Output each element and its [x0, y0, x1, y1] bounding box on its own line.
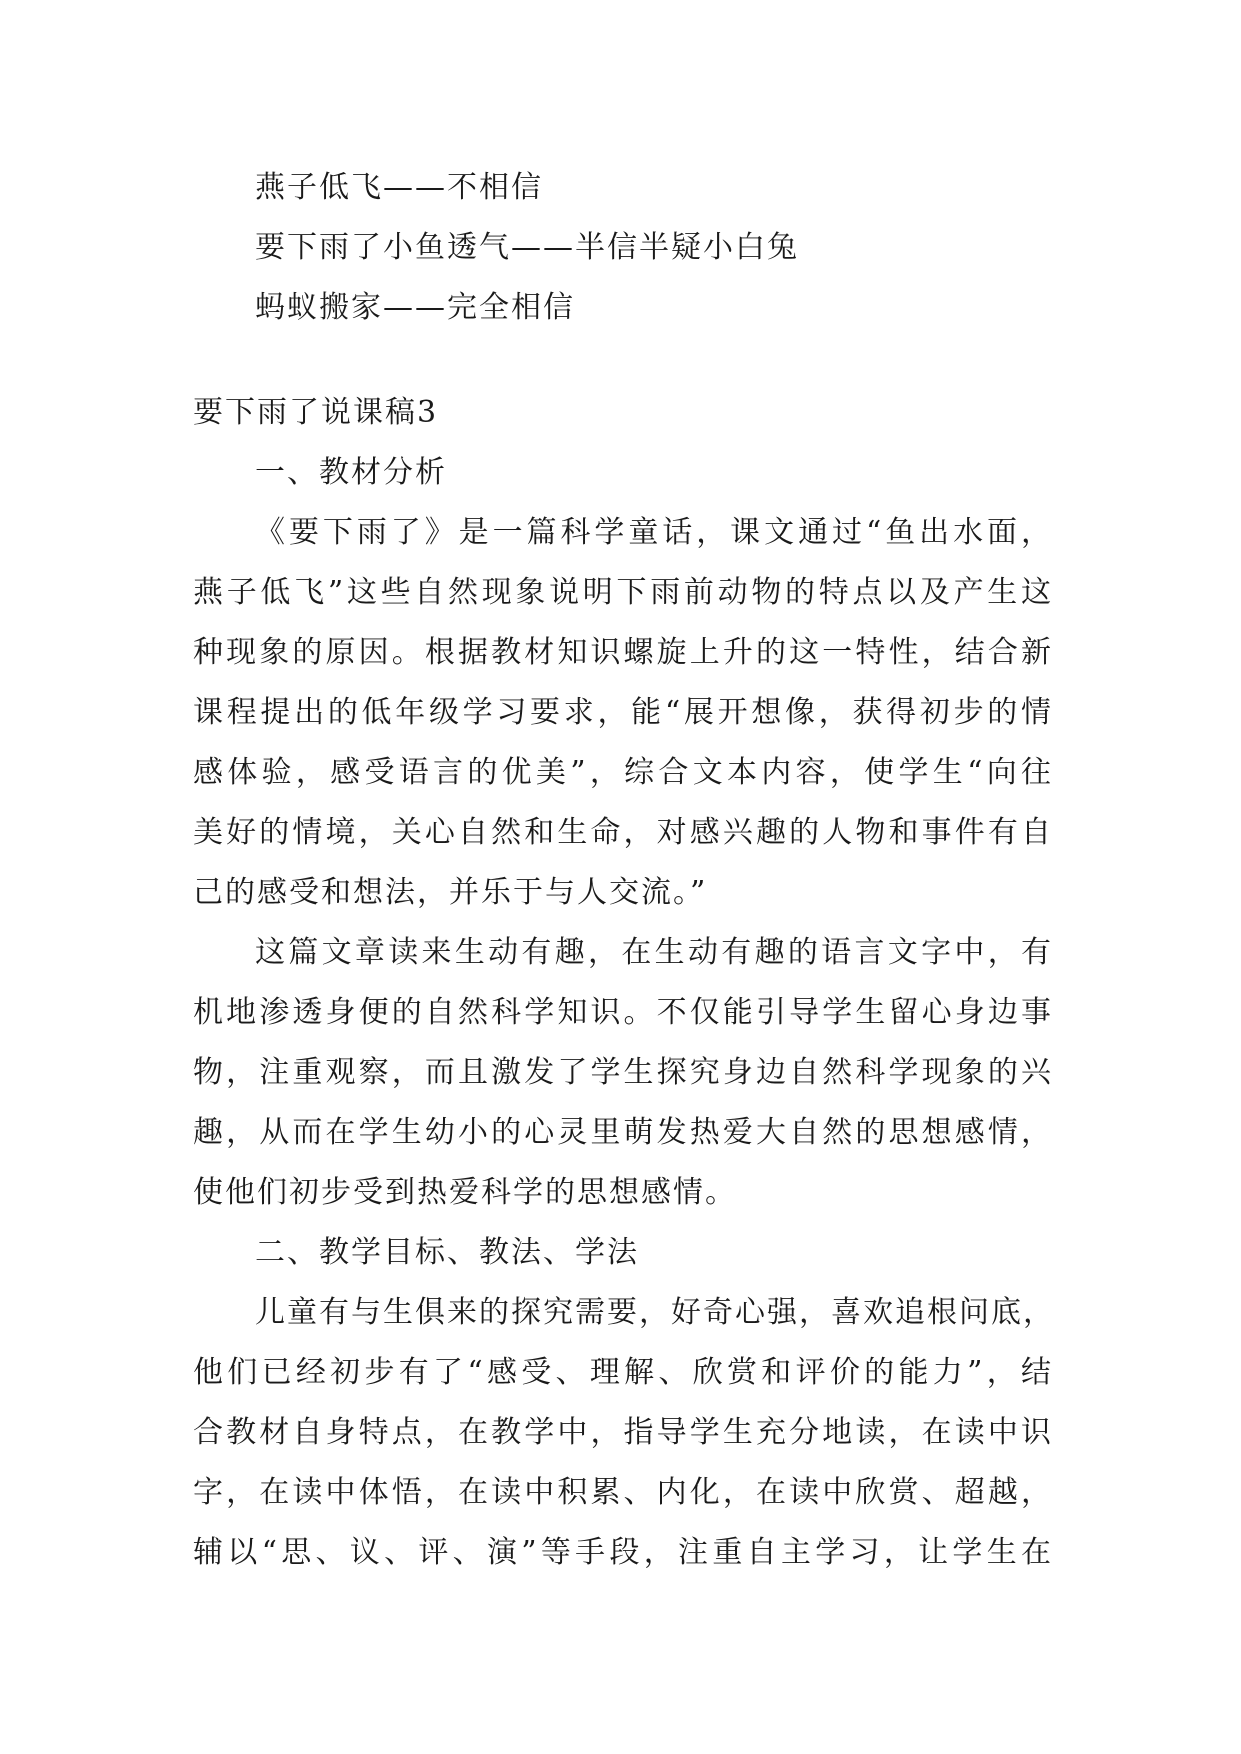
paragraph-line: 字，在读中体悟，在读中积累、内化，在读中欣赏、超越， [193, 1475, 1053, 1510]
section-heading: 一、教材分析 [255, 455, 447, 490]
document-title: 要下雨了说课稿3 [193, 395, 439, 430]
paragraph-line: 感体验，感受语言的优美”，综合文本内容，使学生“向往 [193, 755, 1053, 790]
paragraph [193, 1283, 1053, 1583]
paragraph-line: 这篇文章读来生动有趣，在生动有趣的语言文字中，有 [255, 935, 1053, 970]
paragraph-line: 儿童有与生俱来的探究需要，好奇心强，喜欢追根问底， [255, 1295, 1055, 1330]
section-heading: 二、教学目标、教法、学法 [255, 1235, 639, 1270]
paragraph-line: 他们已经初步有了“感受、理解、欣赏和评价的能力”，结 [193, 1355, 1053, 1390]
list-item: 燕子低飞——不相信 [255, 170, 543, 205]
paragraph-line: 物，注重观察，而且激发了学生探究身边自然科学现象的兴 [193, 1055, 1053, 1090]
paragraph-line: 课程提出的低年级学习要求，能“展开想像，获得初步的情 [193, 695, 1053, 730]
paragraph-line: 燕子低飞”这些自然现象说明下雨前动物的特点以及产生这 [193, 575, 1053, 610]
paragraph-line: 机地渗透身便的自然科学知识。不仅能引导学生留心身边事 [193, 995, 1053, 1030]
list-item: 要下雨了小鱼透气——半信半疑小白兔 [255, 230, 799, 265]
paragraph-line: 趣，从而在学生幼小的心灵里萌发热爱大自然的思想感情， [193, 1115, 1053, 1150]
list-item: 蚂蚁搬家——完全相信 [255, 290, 575, 325]
paragraph-line: 美好的情境，关心自然和生命，对感兴趣的人物和事件有自 [193, 815, 1053, 850]
paragraph [193, 923, 1053, 1223]
paragraph [193, 503, 1053, 923]
paragraph-line: 己的感受和想法，并乐于与人交流。” [193, 875, 708, 910]
paragraph-line: 辅以“思、议、评、演”等手段，注重自主学习，让学生在 [193, 1535, 1053, 1570]
paragraph-line: 使他们初步受到热爱科学的思想感情。 [193, 1175, 737, 1210]
paragraph-line: 《要下雨了》是一篇科学童话，课文通过“鱼出水面， [255, 515, 1053, 550]
spacer [193, 338, 1053, 383]
document-body [193, 158, 1053, 1583]
paragraph-line: 合教材自身特点，在教学中，指导学生充分地读，在读中识 [193, 1415, 1053, 1450]
paragraph-line: 种现象的原因。根据教材知识螺旋上升的这一特性，结合新 [193, 635, 1053, 670]
